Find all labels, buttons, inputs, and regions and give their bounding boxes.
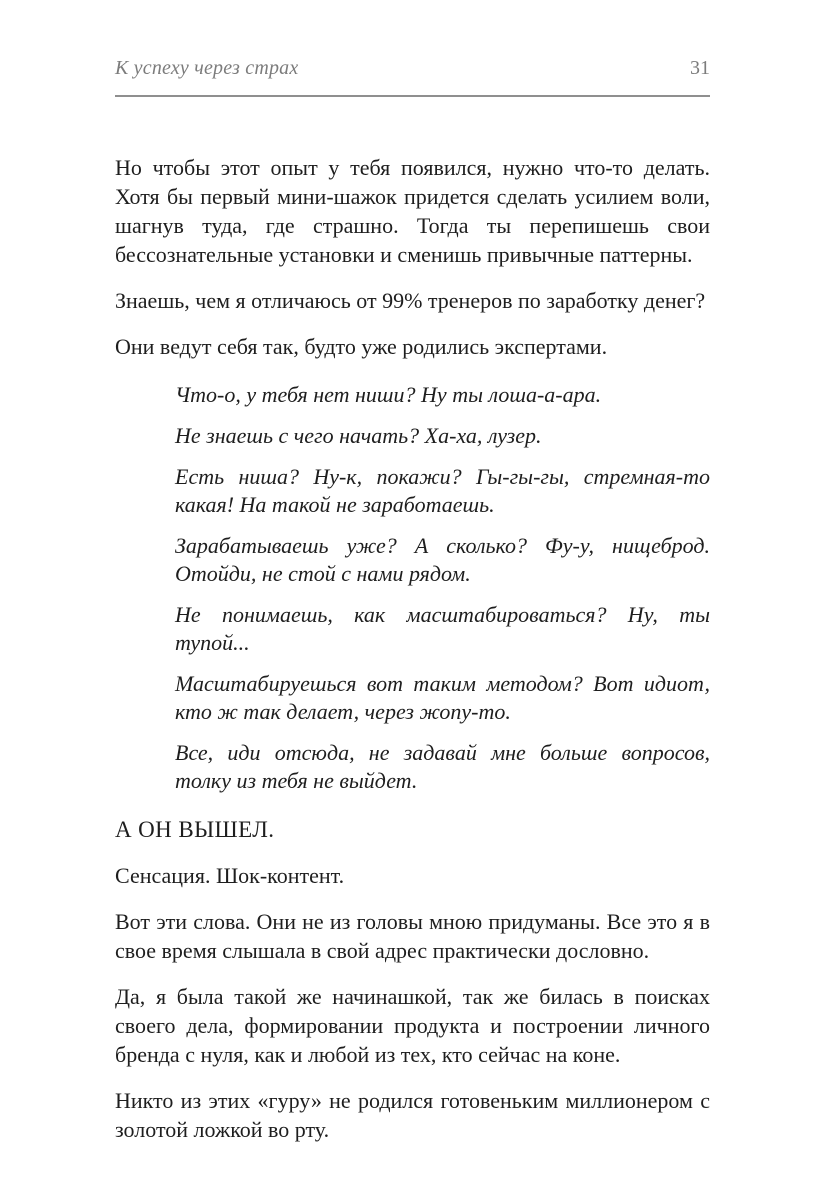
quote-line-1: Что-о, у тебя нет ниши? Ну ты лоша-а-ара. <box>175 382 602 407</box>
page-body <box>115 153 710 1144</box>
caps-heading: А ОН ВЫШЕЛ. <box>115 817 275 842</box>
quote-line-5: Не понимаешь, как масштабироваться? Ну, ты тупой... <box>175 602 710 655</box>
paragraph-words: Вот эти слова. Они не из головы мною придуманы. Все это я в свое время слышала в свой адрес практически дословно. <box>115 909 710 963</box>
quote-line-2: Не знаешь с чего начать? Ха-ха, лузер. <box>175 423 542 448</box>
page-header <box>115 57 710 80</box>
paragraph-sensation: Сенсация. Шок-контент. <box>115 863 345 888</box>
paragraph-guru: Никто из этих «гуру» не родился готовеньким миллионером с золотой ложкой во рту. <box>115 1088 710 1142</box>
paragraph-beginner: Да, я была такой же начинашкой, так же билась в поисках своего дела, формировании продукта и построении личного бренда с нуля, как и любой из тех, кто сейчас на коне. <box>115 984 710 1067</box>
page-number: 31 <box>690 57 710 79</box>
header-rule <box>115 95 710 97</box>
paragraph-intro: Но чтобы этот опыт у тебя появился, нужно что-то делать. Хотя бы первый мини-шажок придется сделать усилием воли, шагнув туда, где страшно. Тогда ты перепишешь свои бессознательные установки и сменишь привычные паттерны. <box>115 155 710 267</box>
quote-line-4: Зарабатываешь уже? А сколько? Фу-у, нищеброд. Отойди, не стой с нами рядом. <box>175 533 710 586</box>
quote-line-3: Есть ниша? Ну-к, покажи? Гы-гы-гы, стремная-то какая! На такой не заработаешь. <box>175 464 710 517</box>
quote-block <box>175 381 710 795</box>
running-title: К успеху через страх <box>115 57 299 79</box>
quote-line-7: Все, иди отсюда, не задавай мне больше вопросов, толку из тебя не выйдет. <box>175 740 710 793</box>
quote-line-6: Масштабируешься вот таким методом? Вот идиот, кто ж так делает, через жопу-то. <box>175 671 710 724</box>
paragraph-question: Знаешь, чем я отличаюсь от 99% тренеров по заработку денег? <box>115 288 706 313</box>
paragraph-experts: Они ведут себя так, будто уже родились экспертами. <box>115 334 608 359</box>
